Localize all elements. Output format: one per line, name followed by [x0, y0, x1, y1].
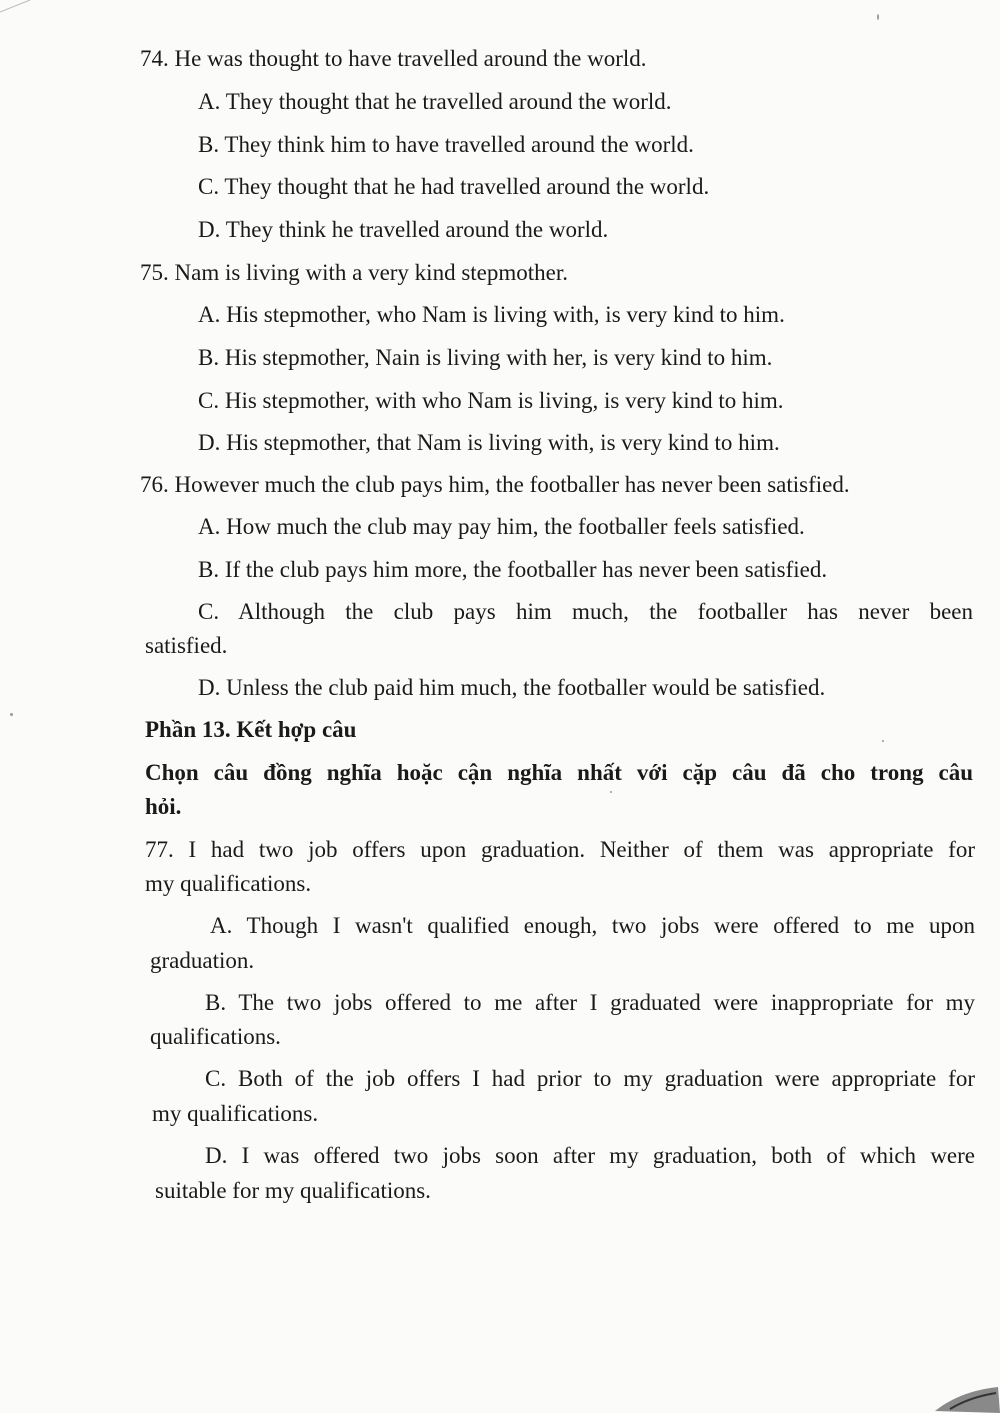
question-74-stem: 74. He was thought to have travelled around the world. — [140, 46, 647, 71]
question-77-option-d-continued: suitable for my qualifications. — [155, 1178, 431, 1203]
question-77-stem-continued: my qualifications. — [145, 871, 312, 896]
scan-speck — [877, 14, 879, 20]
question-77-stem: 77. I had two job offers upon graduation. Neither of them was appropriate for — [145, 837, 975, 862]
question-74-option-c: C. They thought that he had travelled around the world. — [198, 174, 710, 199]
question-76-option-c: C. Although the club pays him much, the footballer has never been — [198, 599, 973, 624]
question-75-stem: 75. Nam is living with a very kind stepmother. — [140, 260, 569, 285]
question-77-option-c: C. Both of the job offers I had prior to my graduation were appropriate for — [205, 1066, 975, 1091]
section-title: Phần 13. Kết hợp câu — [145, 717, 357, 742]
question-76-option-d: D. Unless the club paid him much, the footballer would be satisfied. — [198, 675, 826, 700]
scan-speck — [882, 740, 884, 742]
question-75-option-b: B. His stepmother, Nain is living with her, is very kind to him. — [198, 345, 773, 370]
question-76-option-c-continued: satisfied. — [145, 633, 228, 658]
corner-fold — [0, 0, 40, 20]
question-77-option-b: B. The two jobs offered to me after I graduated were inappropriate for my — [205, 990, 975, 1015]
question-75-option-d: D. His stepmother, that Nam is living with, is very kind to him. — [198, 430, 780, 455]
question-76-stem: 76. However much the club pays him, the footballer has never been satisfied. — [140, 472, 850, 497]
question-75-option-a: A. His stepmother, who Nam is living with, is very kind to him. — [198, 302, 785, 327]
question-74-option-b: B. They think him to have travelled around the world. — [198, 132, 694, 157]
question-76-option-a: A. How much the club may pay him, the footballer feels satisfied. — [198, 514, 805, 539]
corner-smudge — [930, 1383, 1000, 1413]
question-74-option-a: A. They thought that he travelled around the world. — [198, 89, 672, 114]
question-77-option-c-continued: my qualifications. — [152, 1101, 319, 1126]
section-instruction: Chọn câu đồng nghĩa hoặc cận nghĩa nhất với cặp câu đã cho trong câu — [145, 760, 973, 785]
question-77-option-b-continued: qualifications. — [150, 1024, 281, 1049]
scan-speck — [10, 713, 13, 716]
question-74-option-d: D. They think he travelled around the world. — [198, 217, 609, 242]
question-76-option-b: B. If the club pays him more, the footballer has never been satisfied. — [198, 557, 828, 582]
question-77-option-a-continued: graduation. — [150, 948, 255, 973]
scan-speck — [610, 791, 612, 793]
question-77-option-d: D. I was offered two jobs soon after my graduation, both of which were — [205, 1143, 975, 1168]
section-instruction-continued: hỏi. — [145, 794, 182, 819]
question-75-option-c: C. His stepmother, with who Nam is living, is very kind to him. — [198, 388, 784, 413]
question-77-option-a: A. Though I wasn't qualified enough, two jobs were offered to me upon — [210, 913, 975, 938]
